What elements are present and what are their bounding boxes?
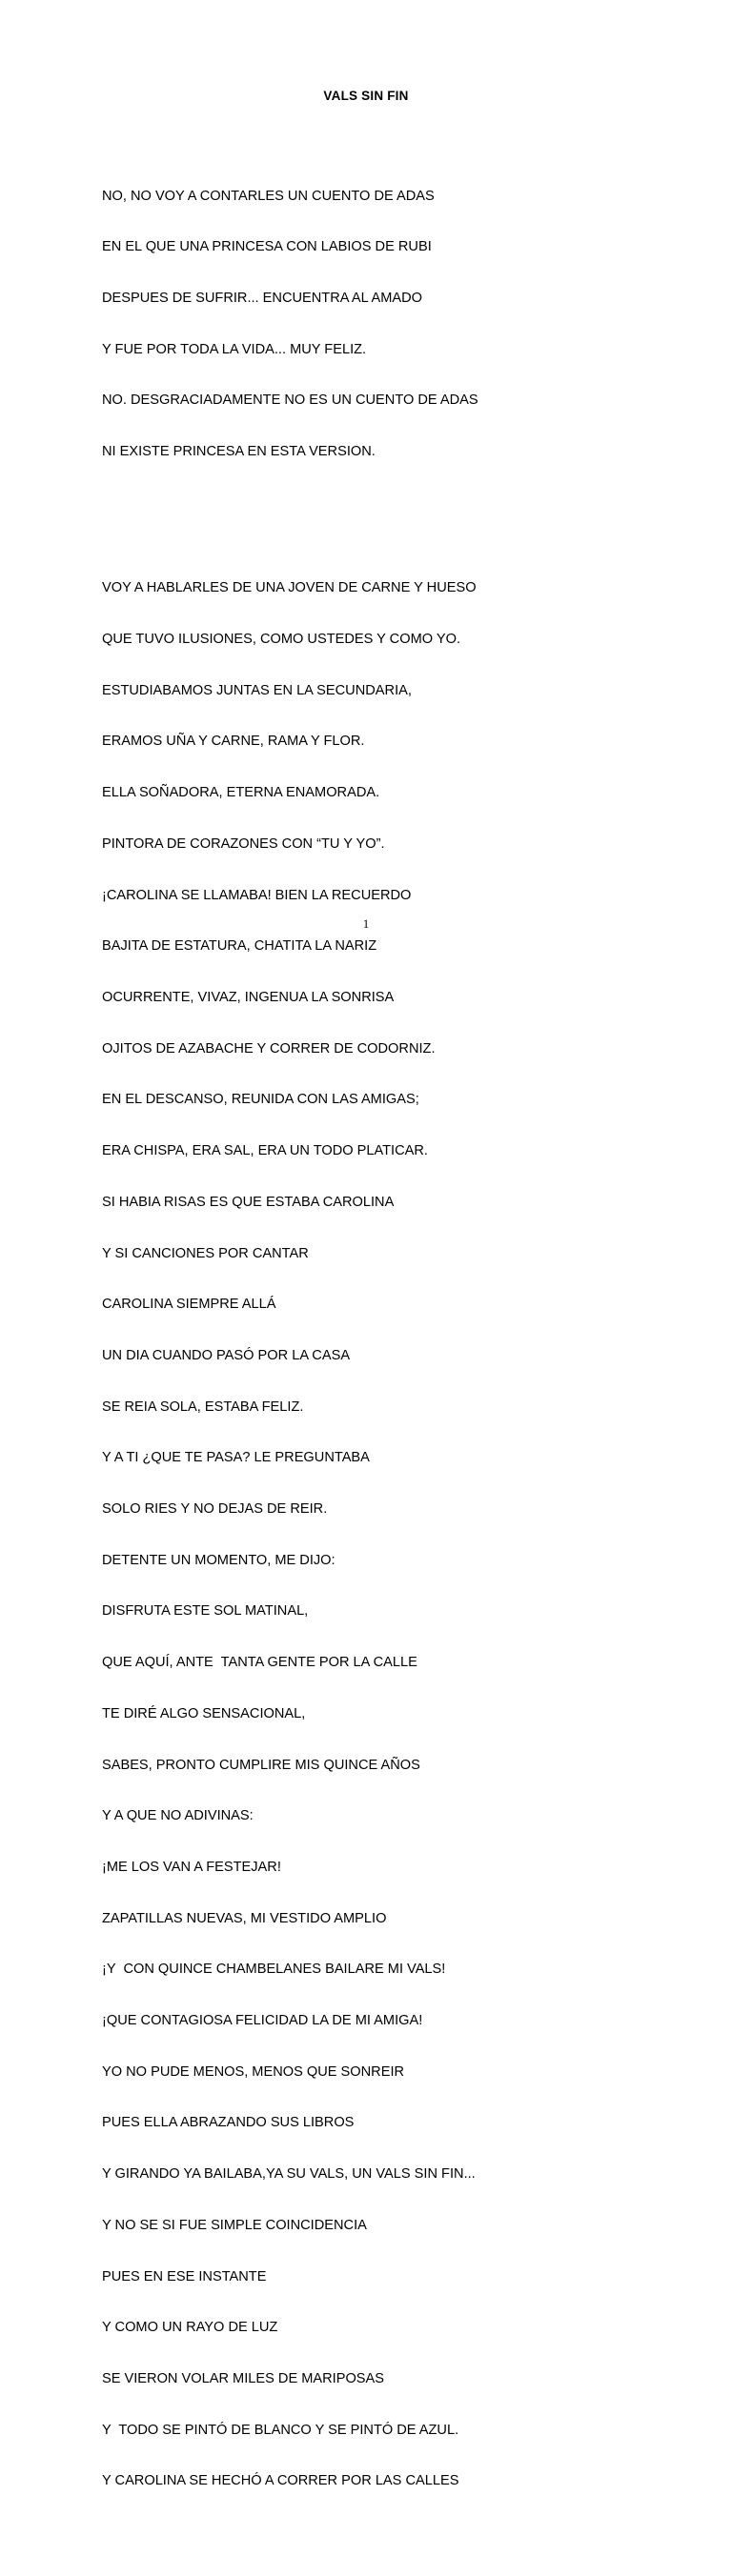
poem-line: PUES EN ESE INSTANTE: [102, 2268, 267, 2284]
poem-line: ERAMOS UÑA Y CARNE, RAMA Y FLOR.: [102, 734, 365, 750]
poem-line: NO. DESGRACIADAMENTE NO ES UN CUENTO DE ADAS: [102, 392, 478, 409]
poem-line: PINTORA DE CORAZONES CON “TU Y YO”.: [102, 835, 385, 852]
page-number: 1: [362, 916, 370, 931]
poem-line: Y TODO SE PINTÓ DE BLANCO Y SE PINTÓ DE AZUL.: [102, 2422, 459, 2438]
poem-line: DETENTE UN MOMENTO, ME DIJO:: [102, 1552, 336, 1568]
poem-body: [102, 120, 674, 2576]
poem-line: DESPUES DE SUFRIR... ENCUENTRA AL AMADO: [102, 291, 422, 307]
poem-line: QUE AQUÍ, ANTE TANTA GENTE POR LA CALLE: [102, 1655, 417, 1671]
poem-line: ELLA SOÑADORA, ETERNA ENAMORADA.: [102, 785, 380, 801]
poem-title: VALS SIN FIN: [323, 89, 409, 103]
poem-line: BAJITA DE ESTATURA, CHATITA LA NARIZ: [102, 938, 377, 955]
poem-line: ¡QUE CONTAGIOSA FELICIDAD LA DE MI AMIGA!: [102, 2013, 423, 2029]
poem-line: Y NO SE SI FUE SIMPLE COINCIDENCIA: [102, 2217, 367, 2233]
poem-line: ESTUDIABAMOS JUNTAS EN LA SECUNDARIA,: [102, 682, 412, 698]
poem-line: ZAPATILLAS NUEVAS, MI VESTIDO AMPLIO: [102, 1910, 387, 1926]
poem-line: EN EL QUE UNA PRINCESA CON LABIOS DE RUBI: [102, 239, 432, 255]
poem-line: ¡ME LOS VAN A FESTEJAR!: [102, 1859, 281, 1875]
poem-line: Y A TI ¿QUE TE PASA? LE PREGUNTABA: [102, 1450, 370, 1466]
poem-line: NO, NO VOY A CONTARLES UN CUENTO DE ADAS: [102, 188, 435, 204]
poem-line: Y COMO UN RAYO DE LUZ: [102, 2320, 278, 2336]
poem-line: Y CAROLINA SE HECHÓ A CORRER POR LAS CALLES: [102, 2473, 459, 2489]
poem-line: PUES ELLA ABRAZANDO SUS LIBROS: [102, 2115, 355, 2131]
poem-line: DISFRUTA ESTE SOL MATINAL,: [102, 1603, 309, 1620]
poem-line: Y FUE POR TODA LA VIDA... MUY FELIZ.: [102, 341, 367, 357]
poem-line: SE REIA SOLA, ESTABA FELIZ.: [102, 1399, 304, 1415]
poem-line: YO NO PUDE MENOS, MENOS QUE SONREIR: [102, 2063, 405, 2080]
poem-line: ERA CHISPA, ERA SAL, ERA UN TODO PLATICAR.: [102, 1143, 428, 1159]
poem-line: Y SI CANCIONES POR CANTAR: [102, 1245, 309, 1261]
poem-line: TE DIRÉ ALGO SENSACIONAL,: [102, 1705, 306, 1721]
poem-line: SI HABIA RISAS ES QUE ESTABA CAROLINA: [102, 1194, 395, 1210]
poem-line: ¡CAROLINA SE LLAMABA! BIEN LA RECUERDO: [102, 887, 412, 903]
poem-line: SE VIERON VOLAR MILES DE MARIPOSAS: [102, 2370, 385, 2386]
stanza-1: [102, 154, 674, 495]
poem-line: OJITOS DE AZABACHE Y CORRER DE CODORNIZ.: [102, 1040, 436, 1057]
poem-line: SOLO RIES Y NO DEJAS DE REIR.: [102, 1501, 328, 1518]
poem-line: Y A QUE NO ADIVINAS:: [102, 1808, 254, 1824]
poem-line: SABES, PRONTO CUMPLIRE MIS QUINCE AÑOS: [102, 1757, 420, 1773]
stanza-2: [102, 547, 674, 2526]
poem-line: Y GIRANDO YA BAILABA,YA SU VALS, UN VALS SIN FIN...: [102, 2166, 476, 2183]
poem-line: OCURRENTE, VIVAZ, INGENUA LA SONRISA: [102, 989, 395, 1005]
poem-line: VOY A HABLARLES DE UNA JOVEN DE CARNE Y HUESO: [102, 580, 477, 596]
poem-line: UN DIA CUANDO PASÓ POR LA CASA: [102, 1347, 351, 1363]
poem-line: EN EL DESCANSO, REUNIDA CON LAS AMIGAS;: [102, 1092, 419, 1108]
poem-line: QUE TUVO ILUSIONES, COMO USTEDES Y COMO YO.: [102, 632, 461, 648]
poem-line: CAROLINA SIEMPRE ALLÁ: [102, 1297, 276, 1313]
poem-line: ¡Y CON QUINCE CHAMBELANES BAILARE MI VALS!: [102, 1962, 446, 1978]
poem-line: NI EXISTE PRINCESA EN ESTA VERSION.: [102, 444, 376, 460]
